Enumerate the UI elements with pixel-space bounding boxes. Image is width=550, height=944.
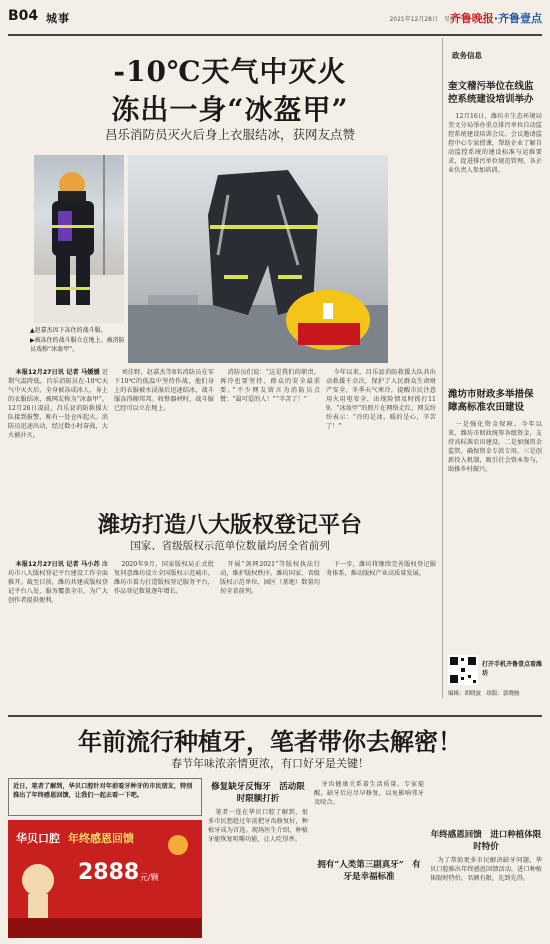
ad-banner[interactable] (8, 820, 202, 938)
photo-firefighter-standing (34, 155, 124, 323)
promo-text: 近日，笔者了解到，华贝口腔针对年前看牙种牙的市民朋友，特别推出了年终感恩回馈，让我们一起去看一下吧。 (13, 783, 193, 799)
story2-subtitle: 国家、省级版权示范单位数量均居全省前列 (130, 540, 330, 552)
sidebar-text-1 (448, 112, 542, 352)
headline-line2: 冻出一身“冰盔甲” (111, 93, 349, 126)
story3-headline: 年前流行种植牙，笔者带你去解密！ (78, 727, 462, 756)
story1-column-3 (220, 368, 320, 496)
story1-text-3: 消防员们说：“这是我们的职责，再冷也要坚持，群众的安全最重要。”不少网友留言为消防员点赞：“最可爱的人！”“辛苦了！” (220, 369, 320, 403)
story2-byline: 本报12月27日讯 记者 马小苏 (15, 561, 100, 568)
editor-credit: 编辑：胡晓波 组版：郭晓骏 (448, 691, 520, 697)
story2-text-4: 下一步，潍坊将继续完善版权登记服务体系，推动版权产业高质量发展。 (326, 561, 436, 577)
story1-text-2: 刘佳野、赵嘉杰等8名消防员在零下10℃的低温中坚持作战，他们身上的衣服被水浸湿后迅速结冰，战斗服冻得硬邦邦。收整器材时，战斗服已经可以立在地上。 (114, 369, 214, 412)
story3-subhead-b: 拥有“人类第三副真牙” 有牙是幸福标准 (317, 860, 421, 882)
story1-column-1 (8, 368, 108, 496)
section-title: 城事 (46, 12, 70, 25)
story1-text-4: 今年以来，昌乐县消防救援大队共出动救援千余次，保护了人民群众生命财产安全。冬季天气寒冷，提醒市民注意用火用电安全，出现险情及时拨打119。“冰盔甲”的照片在网络走红，网友纷纷表示：“冷的是冰，暖的是心，辛苦了！” (326, 369, 436, 430)
brand-app: ·齐鲁壹点 (493, 12, 542, 25)
ad-price: 2888 (78, 860, 140, 885)
story2-column-2 (114, 560, 214, 705)
story3-column-b-top (314, 780, 424, 852)
promo-box (8, 778, 202, 816)
photo-caption-1: ▲赵嘉杰因下冻住的战斗服。 (30, 327, 107, 334)
sidebar-headline-1: 奎文稽污举位在线监控系统建设培训举办 (448, 81, 534, 105)
sidebar-text-2 (448, 420, 542, 650)
headline-subtitle: 昌乐消防员灭火后身上衣服结冰，获网友点赞 (104, 127, 355, 142)
ad-decoration (8, 820, 202, 938)
masthead-brand (450, 10, 542, 26)
photo-caption-2: ▶被冻住的战斗服立在地上。被消防员戏称“冰盔甲”。 (30, 337, 125, 353)
story2-column-3 (220, 560, 320, 705)
story3-subtitle: 春节年味浓亲情更浓，有口好牙是关键！ (171, 757, 369, 770)
story3-text-b: 牙齿健康关系着生活质量。专家提醒，缺牙后应尽早修复，以免影响邻牙及咬合。 (314, 781, 424, 806)
story3-subhead-a: 修复缺牙反悔牙 活动限时限额打折 (211, 782, 305, 804)
story2-text-3: 开展“剑网2021”等版权执法行动，维护版权秩序。潍坊国家、省级版权示范单位、园区（基地）数量均居全省前列。 (220, 561, 320, 595)
qr-label: 打开手机齐鲁壹点看潍坊 (482, 661, 543, 677)
story3-text-a: 笔者一连在华贝口腔了解到，很多市民想趁过年前把牙齿修复好，种植牙成为首选。现场医生介绍，种植牙能恢复咀嚼功能，让人吃得香。 (208, 809, 308, 843)
photo-frozen-suit (128, 155, 388, 363)
story1-byline: 本报12月27日讯 记者 马媛媛 (15, 369, 100, 376)
qr-code-icon[interactable] (448, 655, 478, 685)
story3-column-a (208, 808, 308, 938)
story1-column-2 (114, 368, 214, 496)
sidebar-paragraph-2: 一是强化资金保障。今年以来，潍坊市财政统筹各级资金，支持高标准农田建设。二是加强资金监管，确保资金专款专用。三是创新投入机制，吸引社会资本参与，助推乡村振兴。 (448, 421, 542, 473)
story1-text-1: 近期气温降低，昌乐消防员在-10℃天气中灭火后，全身被冻成冰人，身上的衣服结冰，被网友称为“冰盔甲”。12月26日凌晨，昌乐县消防救援大队接到报警，称有一处仓库起火。消防员迅速出动，经过数小时奋战，大火被扑灭。 (8, 369, 108, 439)
page-header (8, 4, 542, 36)
sidebar-paragraph-1: 12月16日，潍坊市生态环境局奎文分局举办重点排污单位自动监控系统建设培训会议。会议邀请监控中心专家授课，帮助企业了解自动监控系统的建设标准与运维要求，促进排污单位规范管理。各企业负责人参加培训。 (448, 113, 542, 174)
story2-column-4 (326, 560, 436, 705)
sidebar-headline-2: 潍坊市财政多举措保障高标准农田建设 (448, 389, 534, 413)
brand-name: 齐鲁晚报 (449, 12, 494, 25)
story3-column-c (430, 856, 542, 938)
frozen-suit-illustration (128, 155, 388, 363)
qr-code-graphic (448, 655, 478, 685)
story2-column-1 (8, 560, 108, 705)
story1-column-4 (326, 368, 436, 496)
sidebar-tab: 政务信息 (452, 51, 482, 60)
story3-text-c: 为了帮助更多市民解决缺牙问题，华贝口腔推出年终感恩回馈活动，进口种植体限时特价，名额有限，先到先得。 (430, 857, 542, 882)
ad-price-unit: 元/颗 (140, 873, 159, 882)
story2-text-2: 2020年9月，国家版权局正式批复同意潍坊设立全国版权示范城市。潍坊市着力打造版权登记服务平台，作品登记数量逐年增长。 (114, 561, 214, 595)
story2-text-1: 潍坊市八大版权登记平台建设工作全面推开。截至目前，潍坊共建成版权登记平台八处，服务覆盖全市，为广大创作者提供便利。 (8, 561, 108, 604)
issue-date: 2021年12月28日 星期二 (389, 16, 462, 23)
headline-line1: -10℃天气中灭火 (113, 55, 347, 88)
page-number: B04 (8, 8, 39, 24)
ad-brand: 华贝口腔 (16, 832, 60, 845)
story2-headline: 潍坊打造八大版权登记平台 (97, 512, 362, 538)
ad-slogan: 年终感恩回馈 (68, 832, 134, 845)
firefighter-illustration (34, 155, 124, 323)
story3-subhead-c: 年终感恩回馈 进口种植体限时特价 (430, 830, 542, 852)
